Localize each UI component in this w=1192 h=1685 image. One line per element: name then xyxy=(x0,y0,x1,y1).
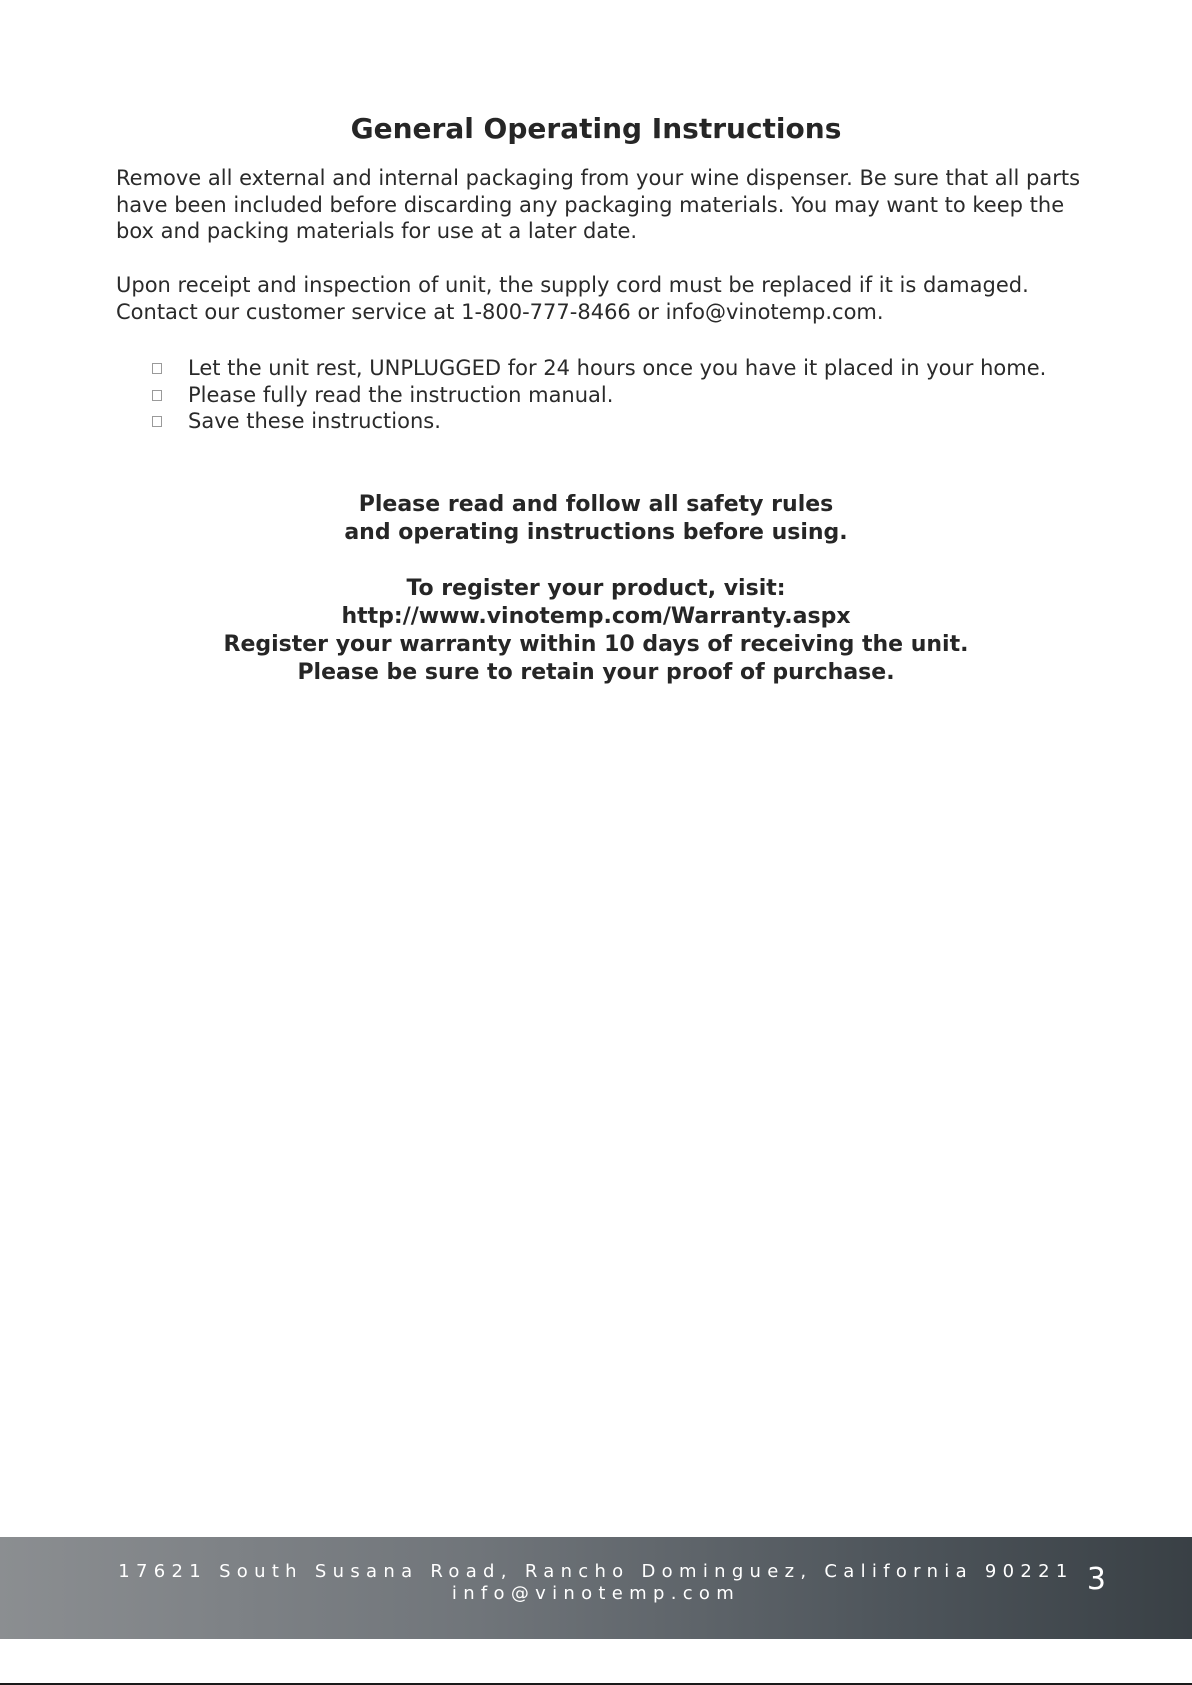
page-footer xyxy=(0,1537,1192,1639)
supply-cord-paragraph: Upon receipt and inspection of unit, the supply cord must be replaced if it is damaged. Contact our customer service at 1-800-777-8466 or info@vinotemp.com. xyxy=(116,273,1029,324)
list-item xyxy=(152,408,1052,435)
list-item-text: Let the unit rest, UNPLUGGED for 24 hours once you have it placed in your home. xyxy=(188,356,1047,380)
registration-deadline: Register your warranty within 10 days of receiving the unit. xyxy=(223,632,969,657)
page-title: General Operating Instructions xyxy=(350,112,842,145)
safety-notice xyxy=(0,491,1192,547)
page-number: 3 xyxy=(1086,1562,1106,1597)
checkbox-bullet-icon xyxy=(152,390,162,401)
registration-notice xyxy=(0,575,1192,687)
footer-email: info@vinotemp.com xyxy=(451,1583,741,1604)
safety-notice-line-1: Please read and follow all safety rules xyxy=(358,492,834,517)
list-item xyxy=(152,382,1052,409)
footer-address: 17621 South Susana Road, Rancho Dominguez, California 90221 xyxy=(118,1561,1074,1582)
safety-notice-line-2: and operating instructions before using. xyxy=(344,520,848,545)
list-item-text: Please fully read the instruction manual. xyxy=(188,382,614,407)
registration-heading: To register your product, visit: xyxy=(406,576,786,601)
warranty-url-link[interactable]: http://www.vinotemp.com/Warranty.aspx xyxy=(341,604,851,629)
list-item-text: Save these instructions. xyxy=(188,409,441,433)
instruction-list xyxy=(152,355,1052,435)
checkbox-bullet-icon xyxy=(152,416,162,427)
checkbox-bullet-icon xyxy=(152,363,162,374)
proof-of-purchase-note: Please be sure to retain your proof of purchase. xyxy=(297,660,895,685)
packaging-paragraph: Remove all external and internal packaging from your wine dispenser. Be sure that all parts have been included before discarding any packaging materials. You may want to keep the box and packing materials for use at a later date. xyxy=(116,166,1081,243)
list-item xyxy=(152,355,1052,382)
